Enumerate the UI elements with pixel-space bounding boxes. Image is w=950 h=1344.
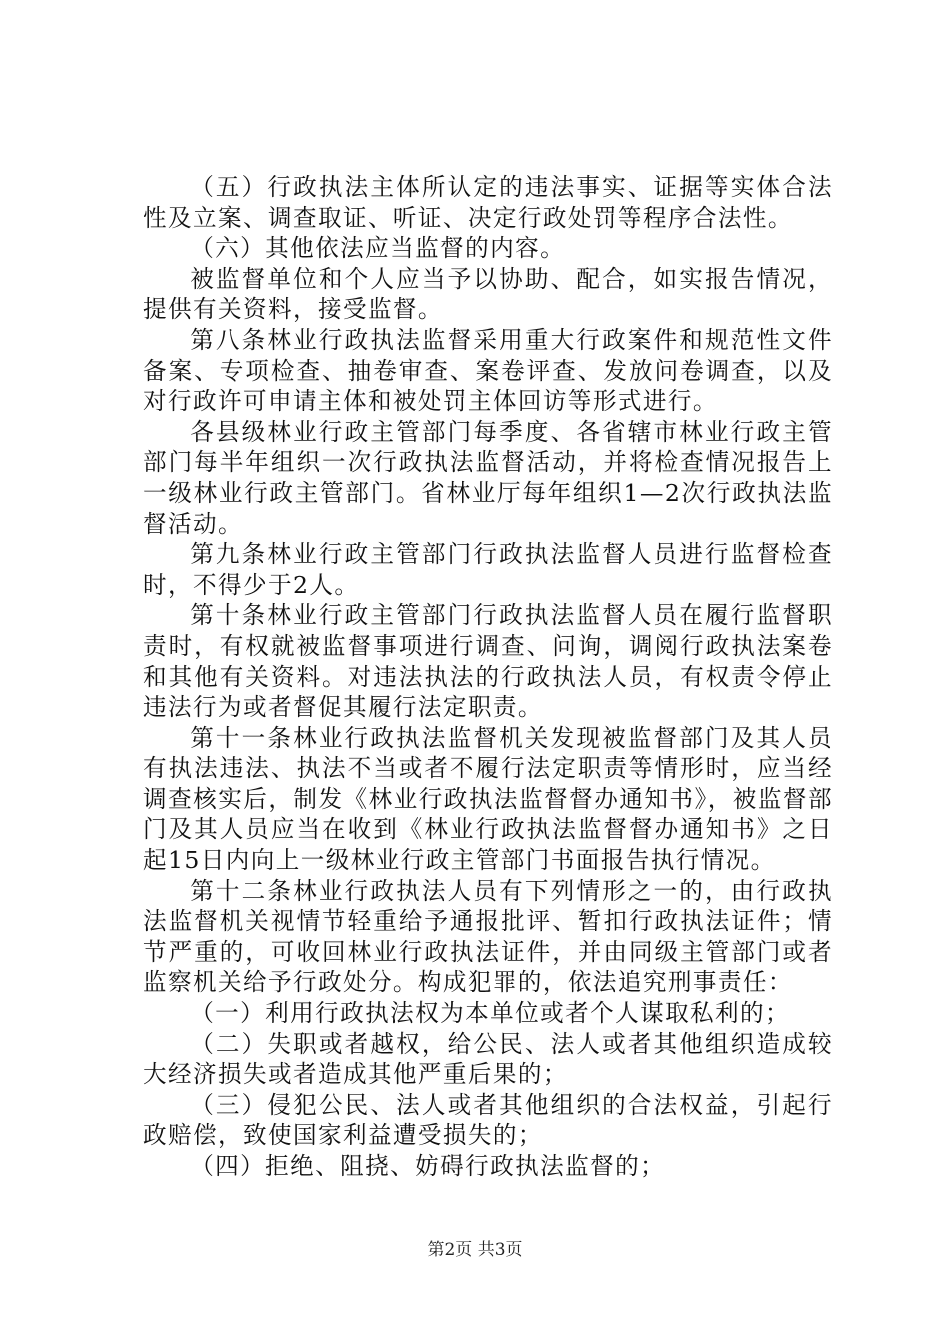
paragraph: （六）其他依法应当监督的内容。 bbox=[190, 234, 566, 263]
page-number-footer: 第2页 共3页 bbox=[427, 1240, 523, 1260]
paragraph: 各县级林业行政主管部门每季度、各省辖市林业行政主管部门每半年组织一次行政执法监督活动，并将检查情况报告上一级林业行政主管部门。省林业厅每年组织1—2次行政执法监督活动。 bbox=[143, 417, 833, 538]
paragraph: （五）行政执法主体所认定的违法事实、证据等实体合法性及立案、调查取证、听证、决定行政处罚等程序合法性。 bbox=[143, 173, 833, 232]
paragraph: 第九条林业行政主管部门行政执法监督人员进行监督检查时，不得少于2人。 bbox=[143, 540, 833, 599]
paragraph: 被监督单位和个人应当予以协助、配合，如实报告情况，提供有关资料，接受监督。 bbox=[143, 264, 833, 324]
paragraph: （四）拒绝、阻挠、妨碍行政执法监督的； bbox=[190, 1152, 666, 1180]
document-body bbox=[143, 172, 833, 1182]
paragraph: 第八条林业行政执法监督采用重大行政案件和规范性文件备案、专项检查、抽卷审查、案卷评查、发放问卷调查，以及对行政许可申请主体和被处罚主体回访等形式进行。 bbox=[143, 325, 833, 416]
paragraph: （三）侵犯公民、法人或者其他组织的合法权益，引起行政赔偿，致使国家利益遭受损失的； bbox=[143, 1090, 833, 1150]
paragraph: 第十条林业行政主管部门行政执法监督人员在履行监督职责时，有权就被监督事项进行调查、问询，调阅行政执法案卷和其他有关资料。对违法执法的行政执法人员，有权责令停止违法行为或者督促其履行法定职责。 bbox=[143, 601, 833, 722]
paragraph: （一）利用行政执法权为本单位或者个人谋取私利的； bbox=[190, 999, 791, 1028]
paragraph: 第十二条林业行政执法人员有下列情形之一的，由行政执法监督机关视情节轻重给予通报批评、暂扣行政执法证件；情节严重的，可收回林业行政执法证件，并由同级主管部门或者监察机关给予行政处分。构成犯罪的，依法追究刑事责任： bbox=[143, 876, 833, 997]
paragraph: 第十一条林业行政执法监督机关发现被监督部门及其人员有执法违法、执法不当或者不履行法定职责等情形时，应当经调查核实后，制发《林业行政执法监督督办通知书》，被监督部门及其人员应当在收到《林业行政执法监督督办通知书》之日起15日内向上一级林业行政主管部门书面报告执行情况。 bbox=[143, 723, 833, 875]
paragraph: （二）失职或者越权，给公民、法人或者其他组织造成较大经济损失或者造成其他严重后果的； bbox=[143, 1029, 833, 1089]
